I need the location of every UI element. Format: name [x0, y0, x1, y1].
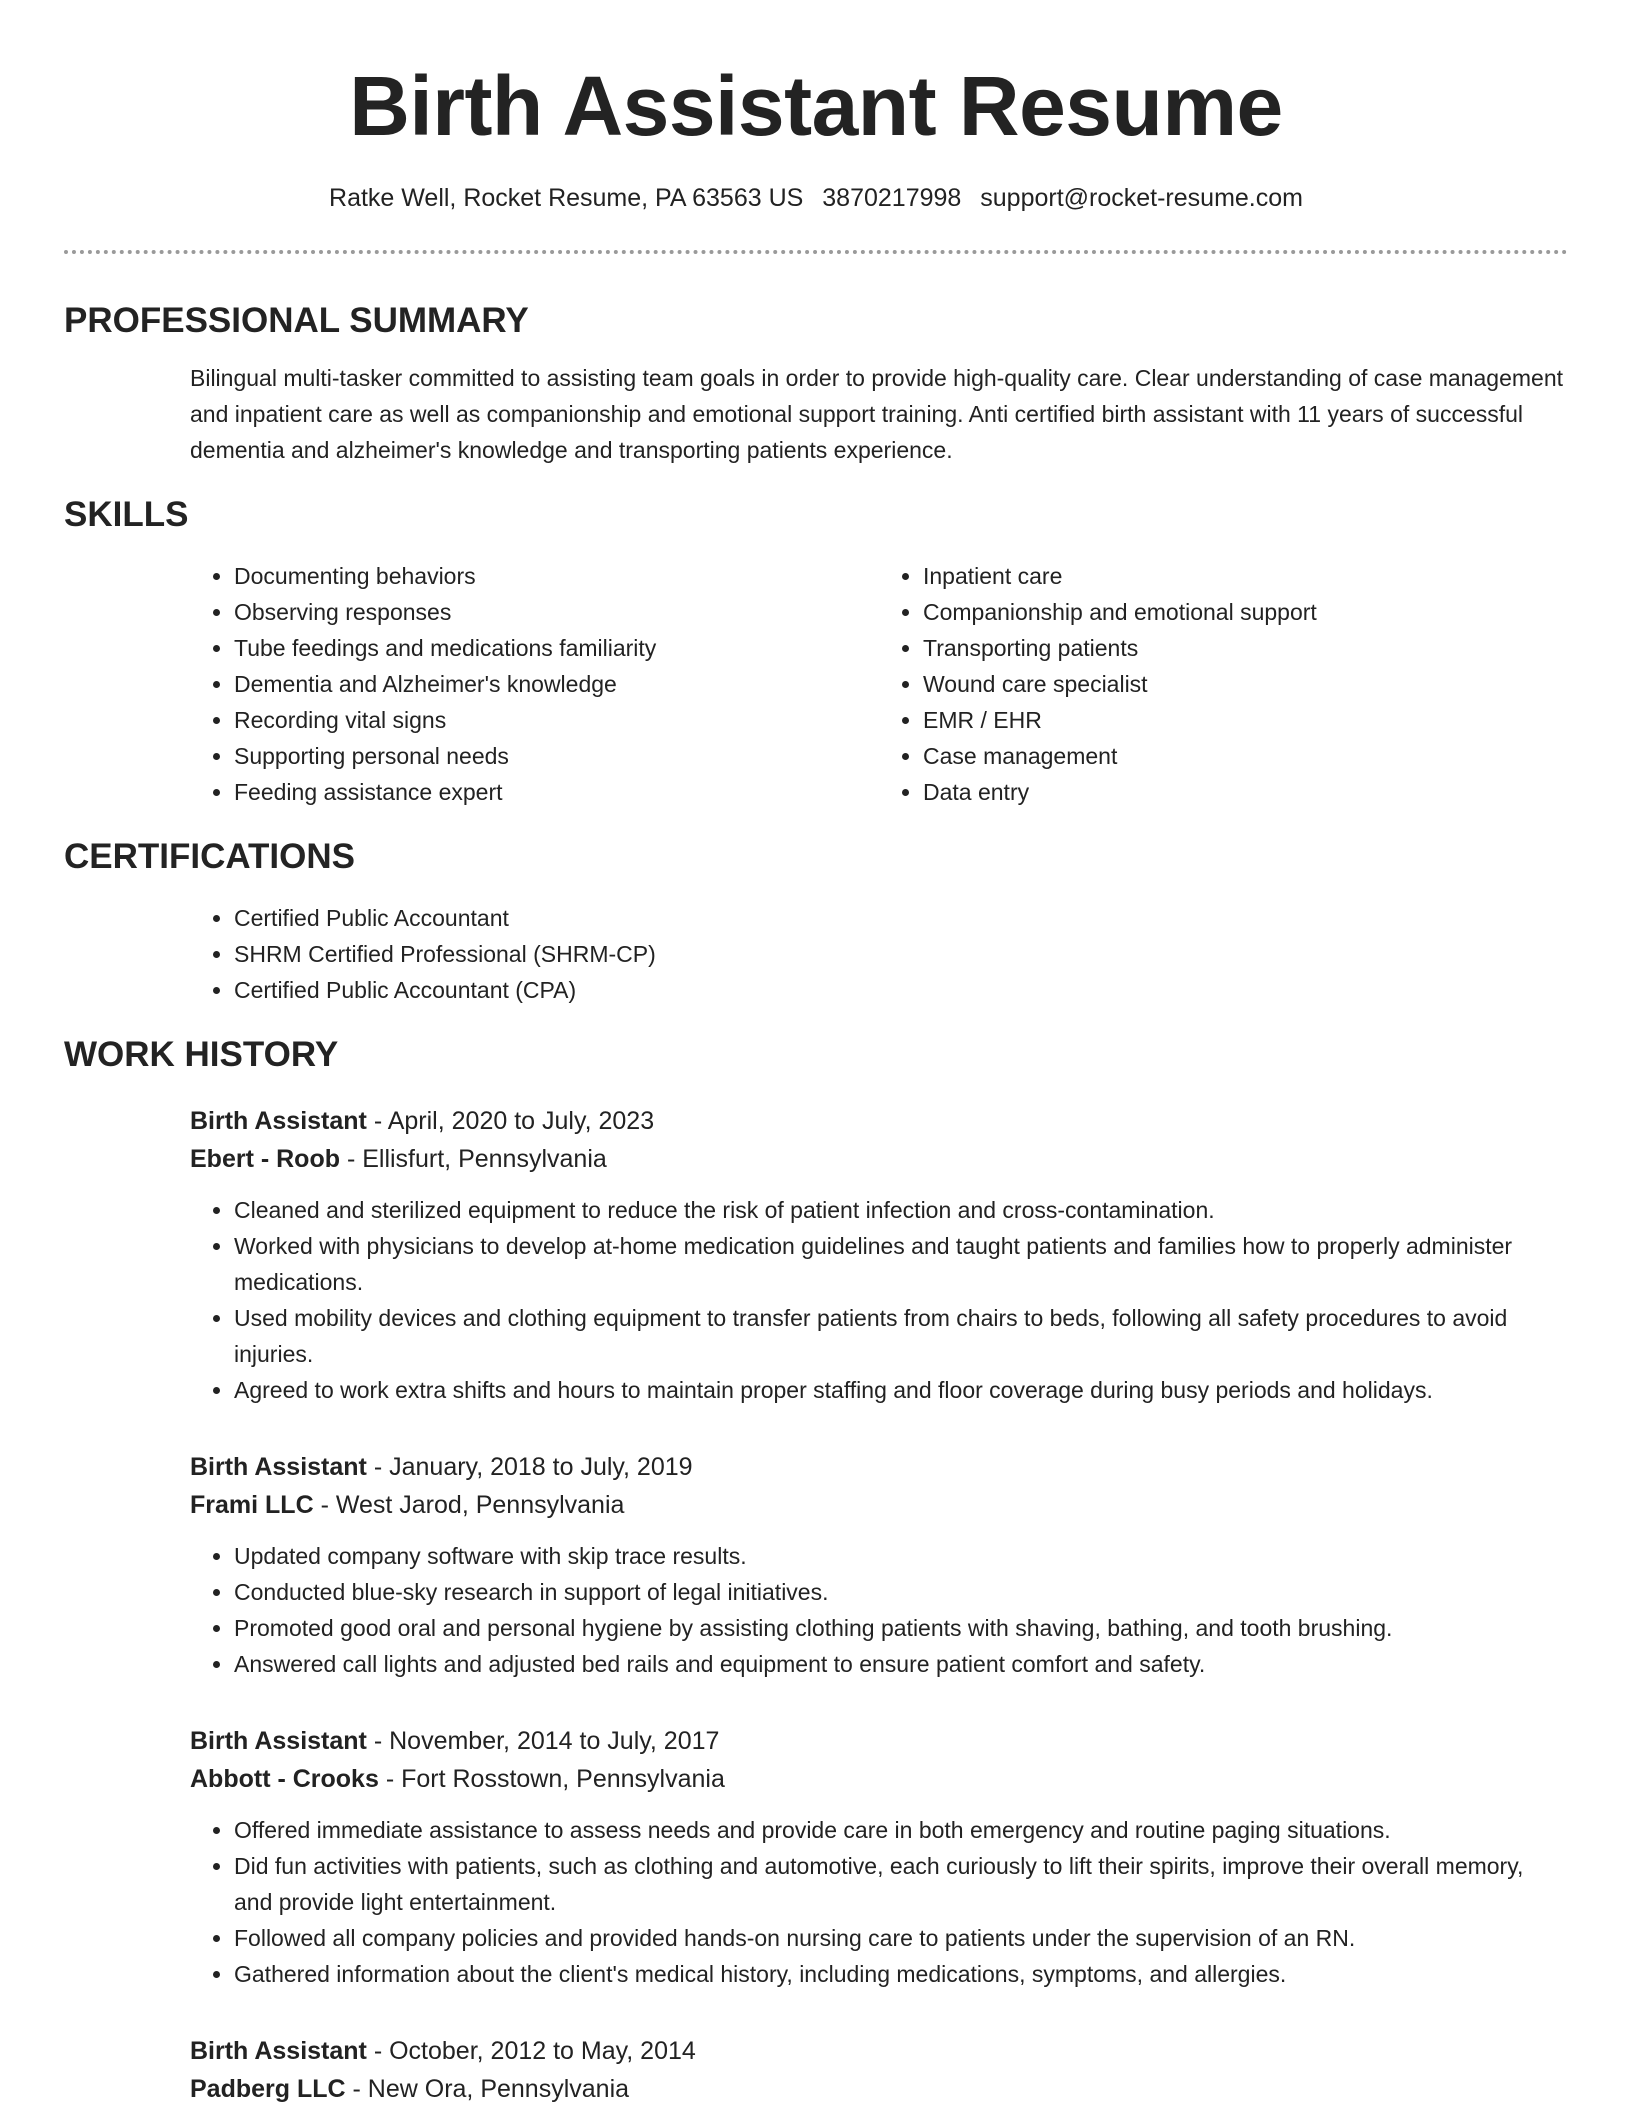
- job-entry: [190, 1102, 1568, 1408]
- job-title-line: [190, 2032, 1568, 2070]
- job-bullets: [190, 1812, 1568, 1992]
- job-dates: - October, 2012 to May, 2014: [366, 2037, 696, 2065]
- skills-heading: SKILLS: [64, 495, 189, 534]
- contact-line: [64, 182, 1568, 214]
- job-location: - Fort Rosstown, Pennsylvania: [378, 1765, 725, 1793]
- skills-section: [64, 490, 1568, 810]
- skills-grid: [190, 558, 1568, 810]
- skill-item: • Observing responses: [234, 594, 879, 630]
- summary-text: Bilingual multi-tasker committed to assisting team goals in order to provide high-quality care. Clear understanding of case management and inpatient care as well as companionship and emotional support training. Anti certified birth assistant with 11 years of successful dementia and alzheimer's knowledge and transporting patients experience.: [190, 365, 1564, 463]
- contact-phone: 3870217998: [822, 184, 962, 212]
- resume-content: [64, 296, 1568, 2108]
- skill-item: • Supporting personal needs: [234, 738, 879, 774]
- skill-item: • Case management: [923, 738, 1568, 774]
- certifications-list: [190, 900, 1568, 1008]
- job-bullet: • Offered immediate assistance to assess needs and provide care in both emergency and routine paging situations.: [234, 1812, 1568, 1848]
- job-entry: [190, 1448, 1568, 1682]
- job-company: Ebert - Roob: [190, 1145, 340, 1173]
- job-company-line: [190, 2070, 1568, 2108]
- job-title: Birth Assistant: [190, 1727, 367, 1755]
- job-location: - Ellisfurt, Pennsylvania: [340, 1145, 607, 1173]
- skills-list-left: [190, 558, 879, 810]
- contact-email: support@rocket-resume.com: [980, 184, 1303, 212]
- job-bullet: • Updated company software with skip trace results.: [234, 1538, 1568, 1574]
- job-bullet: • Promoted good oral and personal hygiene by assisting clothing patients with shaving, bathing, and tooth brushing.: [234, 1610, 1568, 1646]
- job-bullet: • Agreed to work extra shifts and hours to maintain proper staffing and floor coverage during busy periods and holidays.: [234, 1372, 1568, 1408]
- contact-address: Ratke Well, Rocket Resume, PA 63563 US: [329, 184, 804, 212]
- certification-item: • Certified Public Accountant (CPA): [234, 972, 1568, 1008]
- job-bullets: [190, 1538, 1568, 1682]
- job-bullet: • Used mobility devices and clothing equipment to transfer patients from chairs to beds, following all safety procedures to avoid injuries.: [234, 1300, 1568, 1372]
- job-bullet: • Conducted blue-sky research in support of legal initiatives.: [234, 1574, 1568, 1610]
- job-title-line: [190, 1448, 1568, 1486]
- job-dates: - November, 2014 to July, 2017: [366, 1727, 720, 1755]
- job-bullets: [190, 1192, 1568, 1408]
- job-company: Abbott - Crooks: [190, 1765, 379, 1793]
- job-dates: - April, 2020 to July, 2023: [366, 1107, 655, 1135]
- job-bullet: • Did fun activities with patients, such as clothing and automotive, each curiously to lift their spirits, improve their overall memory, and provide light entertainment.: [234, 1848, 1568, 1920]
- job-company: Frami LLC: [190, 1491, 314, 1519]
- job-company: Padberg LLC: [190, 2075, 346, 2103]
- skill-item: • Inpatient care: [923, 558, 1568, 594]
- job-location: - New Ora, Pennsylvania: [345, 2075, 630, 2103]
- skill-item: • Transporting patients: [923, 630, 1568, 666]
- job-company-line: [190, 1760, 1568, 1798]
- certifications-heading: CERTIFICATIONS: [64, 837, 356, 876]
- certification-item: • Certified Public Accountant: [234, 900, 1568, 936]
- header-divider: [64, 250, 1568, 254]
- certification-item: • SHRM Certified Professional (SHRM-CP): [234, 936, 1568, 972]
- job-dates: - January, 2018 to July, 2019: [366, 1453, 693, 1481]
- summary-heading: PROFESSIONAL SUMMARY: [64, 301, 529, 340]
- skill-item: • Dementia and Alzheimer's knowledge: [234, 666, 879, 702]
- skill-item: • Wound care specialist: [923, 666, 1568, 702]
- job-bullet: • Answered call lights and adjusted bed rails and equipment to ensure patient comfort and safety.: [234, 1646, 1568, 1682]
- job-company-line: [190, 1140, 1568, 1178]
- job-bullet: • Followed all company policies and provided hands-on nursing care to patients under the supervision of an RN.: [234, 1920, 1568, 1956]
- job-bullet: • Worked with physicians to develop at-home medication guidelines and taught patients and families how to properly administer medications.: [234, 1228, 1568, 1300]
- skill-item: • Documenting behaviors: [234, 558, 879, 594]
- job-title: Birth Assistant: [190, 1453, 367, 1481]
- job-entry: [190, 2032, 1568, 2108]
- skill-item: • Tube feedings and medications familiarity: [234, 630, 879, 666]
- job-title: Birth Assistant: [190, 2037, 367, 2065]
- skill-item: • Companionship and emotional support: [923, 594, 1568, 630]
- job-bullet: • Gathered information about the client's medical history, including medications, symptoms, and allergies.: [234, 1956, 1568, 1992]
- job-bullet: • Cleaned and sterilized equipment to reduce the risk of patient infection and cross-contamination.: [234, 1192, 1568, 1228]
- skill-item: • EMR / EHR: [923, 702, 1568, 738]
- job-entry: [190, 1722, 1568, 1992]
- work-history-section: [64, 1030, 1568, 2108]
- skill-item: • Recording vital signs: [234, 702, 879, 738]
- certifications-section: [64, 832, 1568, 1008]
- summary-section: [64, 296, 1568, 468]
- job-company-line: [190, 1486, 1568, 1524]
- page-title: Birth Assistant Resume: [349, 59, 1283, 153]
- skill-item: • Feeding assistance expert: [234, 774, 879, 810]
- skills-list-right: [879, 558, 1568, 810]
- job-location: - West Jarod, Pennsylvania: [313, 1491, 625, 1519]
- skill-item: • Data entry: [923, 774, 1568, 810]
- job-title: Birth Assistant: [190, 1107, 367, 1135]
- job-title-line: [190, 1102, 1568, 1140]
- job-title-line: [190, 1722, 1568, 1760]
- work-history-heading: WORK HISTORY: [64, 1035, 339, 1074]
